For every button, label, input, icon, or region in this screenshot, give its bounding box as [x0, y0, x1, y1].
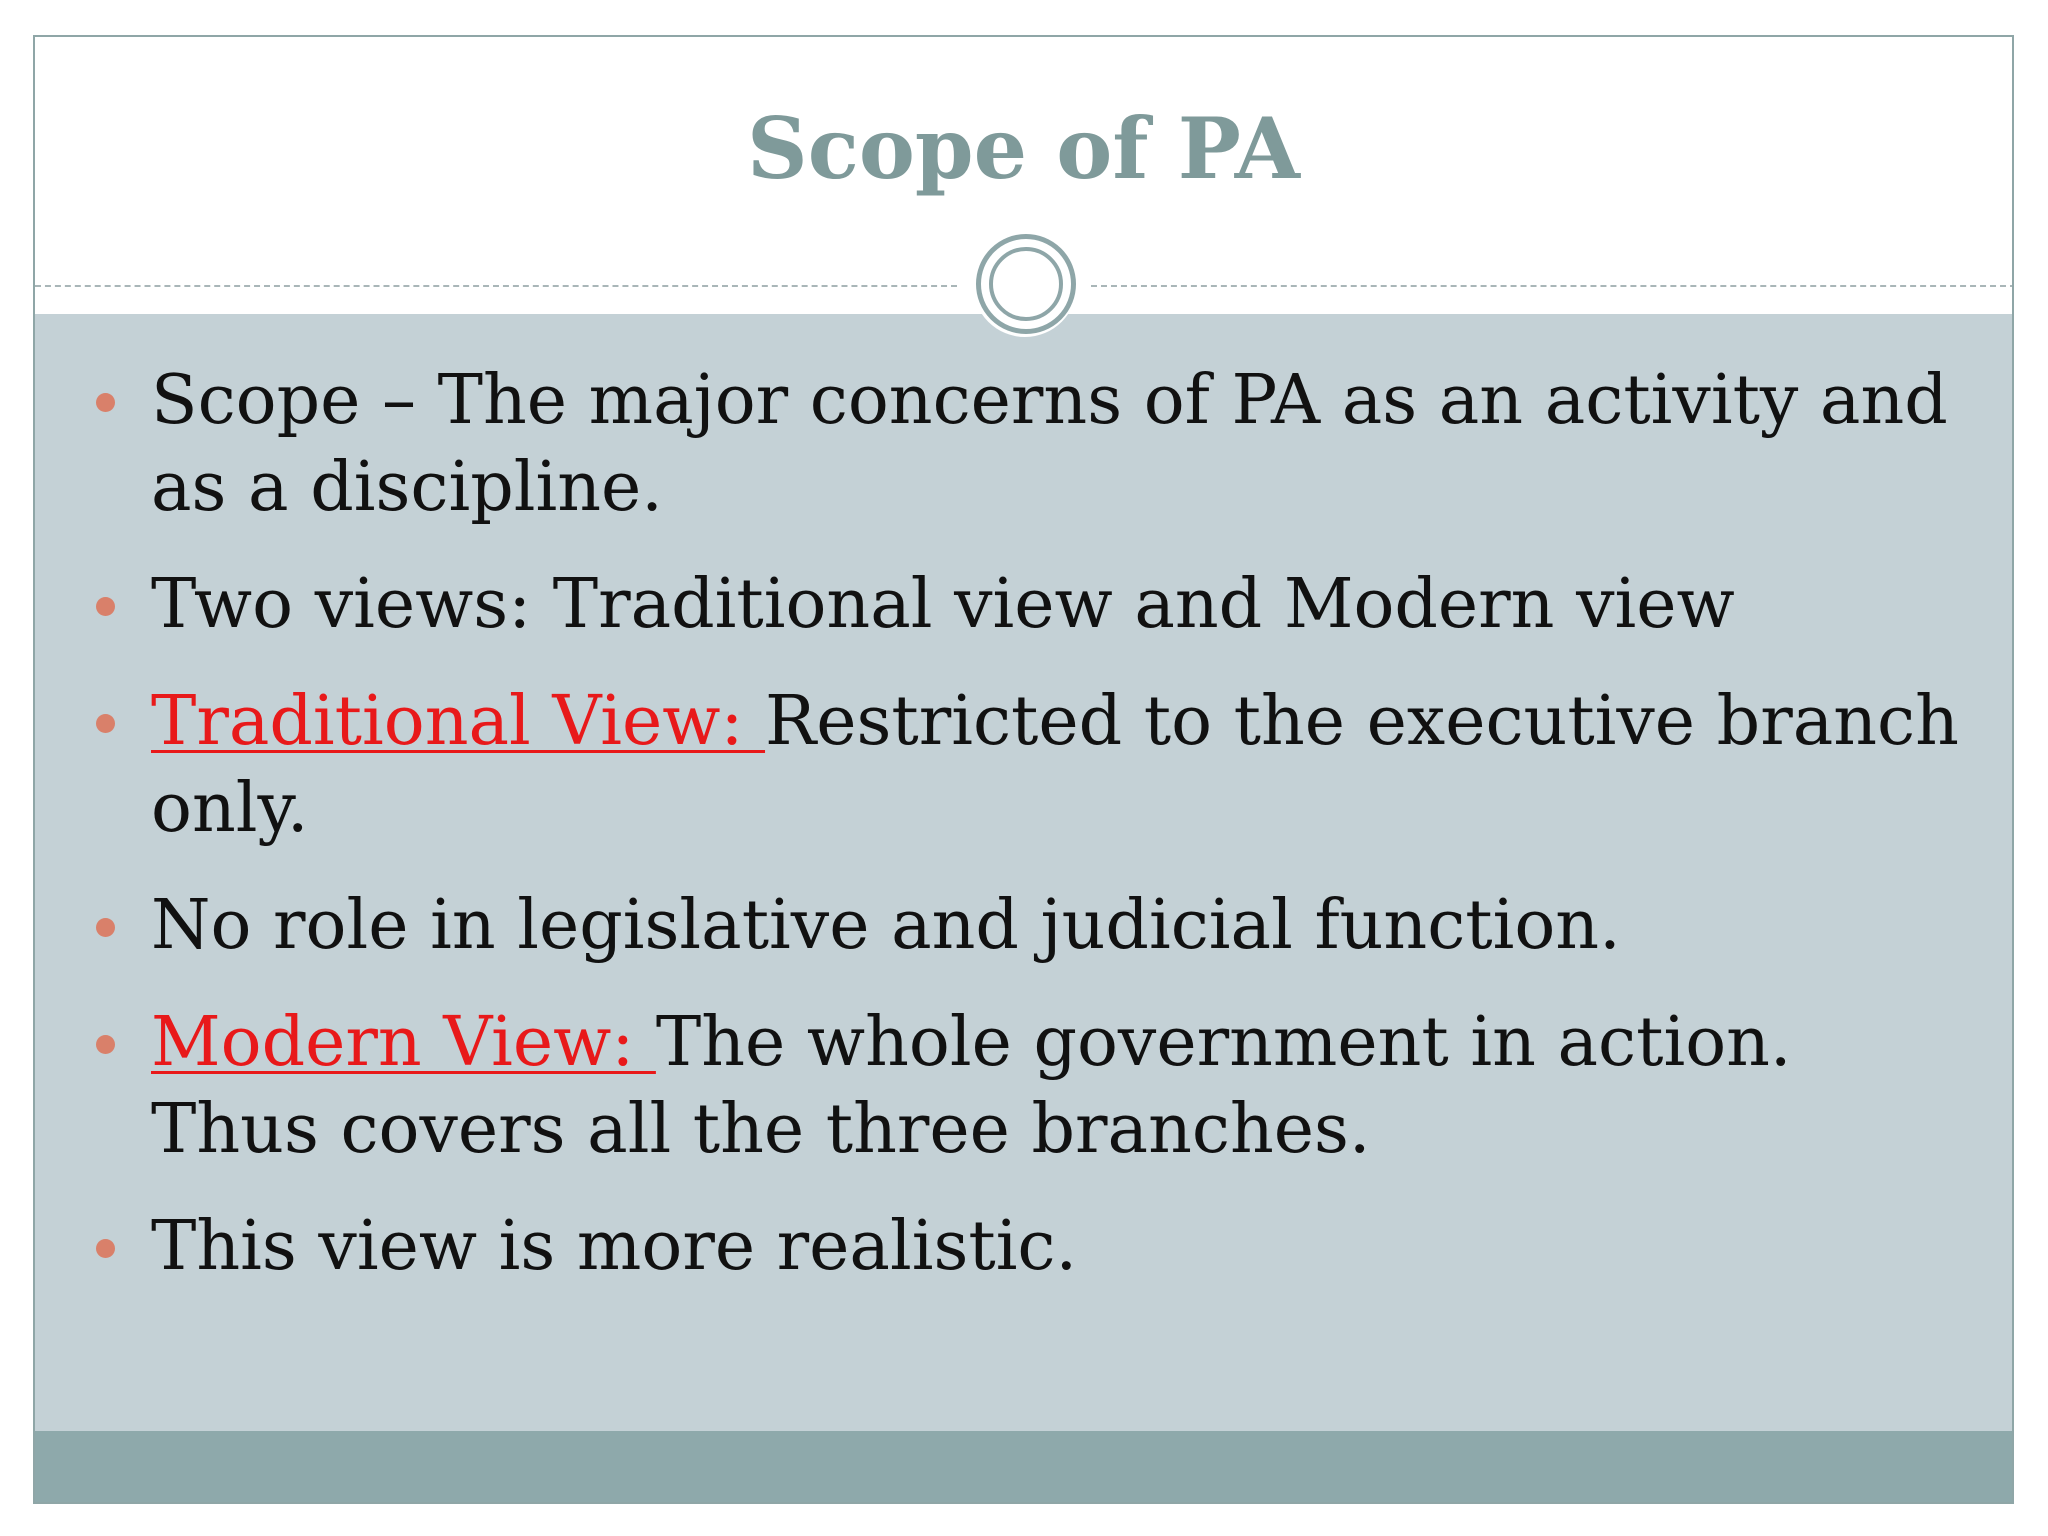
bullet-list	[35, 357, 2012, 1320]
bullet-item	[35, 882, 2012, 969]
bullet-text: This view is more realistic.	[151, 1207, 1078, 1286]
bullet-text: The whole government in action. Thus covers all the three branches.	[151, 1003, 1792, 1169]
bullet-text: Restricted to the executive branch only.	[151, 682, 1959, 848]
modern-view-label: Modern View:	[151, 1003, 656, 1082]
bullet-dot-icon	[96, 597, 115, 616]
bullet-item	[35, 357, 2012, 531]
slide	[33, 35, 2014, 1504]
bullet-text: Scope – The major concerns of PA as an activity and as a discipline.	[151, 361, 1948, 527]
decorative-inner-ring-icon	[989, 247, 1063, 321]
slide-title: Scope of PA	[747, 99, 1300, 198]
bullet-text: No role in legislative and judicial function.	[151, 886, 1621, 965]
bullet-dot-icon	[96, 918, 115, 937]
bullet-item	[35, 1203, 2012, 1290]
bullet-item	[35, 999, 2012, 1173]
title-divider-left	[35, 285, 957, 287]
bullet-dot-icon	[96, 714, 115, 733]
footer-band	[35, 1431, 2012, 1504]
bullet-item	[35, 678, 2012, 852]
title-divider-right	[1091, 285, 2014, 287]
traditional-view-label: Traditional View:	[151, 682, 766, 761]
bullet-dot-icon	[96, 1239, 115, 1258]
bullet-item	[35, 561, 2012, 648]
bullet-dot-icon	[96, 393, 115, 412]
bullet-dot-icon	[96, 1035, 115, 1054]
bullet-text: Two views: Traditional view and Modern view	[151, 565, 1735, 644]
